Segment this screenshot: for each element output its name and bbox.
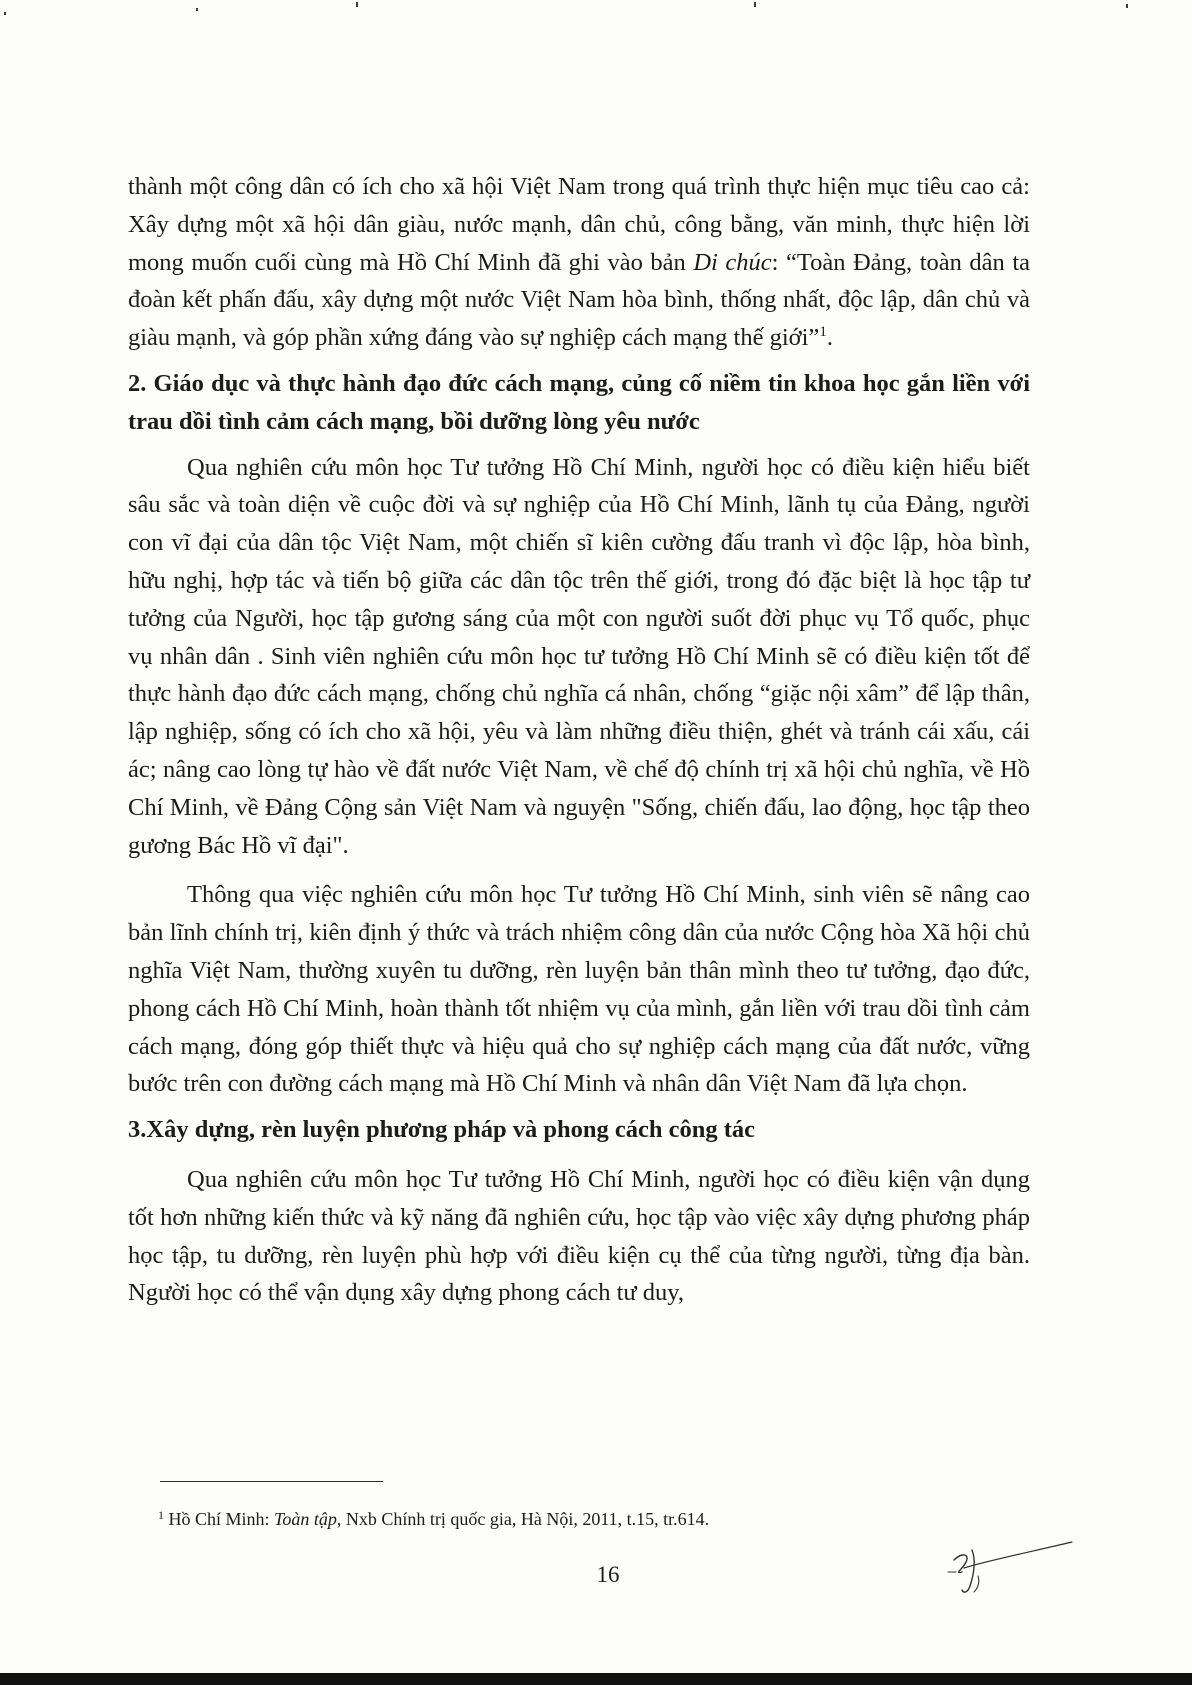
page-number: 16: [596, 1562, 620, 1587]
paragraph-section-3: Qua nghiên cứu môn học Tư tưởng Hồ Chí Minh, người học có điều kiện vận dụng tốt hơn những kiến thức và kỹ năng đã nghiên cứu, học tập vào việc xây dựng phương pháp học tập, tu dưỡng, rèn luyện phù hợp với điều kiện cụ thể của từng người, từng địa bàn. Người học có thể vận dụng xây dựng phong cách tư duy,: [128, 1165, 1030, 1307]
section-heading-3: 3.Xây dựng, rèn luyện phương pháp và phong cách công tác: [128, 1116, 756, 1144]
footnote-details: , Nxb Chính trị quốc gia, Hà Nội, 2011, t.15, tr.614.: [336, 1509, 710, 1529]
scan-speck: [4, 12, 6, 15]
handwritten-initial-signature: [940, 1530, 1080, 1600]
scan-speck: [196, 8, 198, 11]
page-body: [128, 168, 1030, 1312]
footnote: [158, 1508, 709, 1530]
scan-speck: [754, 2, 756, 7]
sentence-end: .: [826, 324, 833, 352]
paragraph-intro-continuation: [128, 168, 1030, 357]
footnote-title: Toàn tập: [274, 1509, 337, 1529]
paragraph-section-2-a: Qua nghiên cứu môn học Tư tưởng Hồ Chí Minh, người học có điều kiện hiểu biết sâu sắc và toàn diện về cuộc đời và sự nghiệp của Hồ Chí Minh, lãnh tụ của Đảng, người con vĩ đại của dân tộc Việt Nam, một chiến sĩ kiên cường đấu tranh vì độc lập, hòa bình, hữu nghị, hợp tác và tiến bộ giữa các dân tộc trên thế giới, trong đó đặc biệt là học tập tư tưởng của Người, học tập gương sáng của một con người suốt đời phục vụ Tổ quốc, phục vụ nhân dân . Sinh viên nghiên cứu môn học tư tưởng Hồ Chí Minh sẽ có điều kiện tốt để thực hành đạo đức cách mạng, chống chủ nghĩa cá nhân, chống “giặc nội xâm” để lập thân, lập nghiệp, sống có ích cho xã hội, yêu và làm những điều thiện, ghét và tránh cái xấu, cái ác; nâng cao lòng tự hào về đất nước Việt Nam, về chế độ chính trị xã hội chủ nghĩa, về Hồ Chí Minh, về Đảng Cộng sản Việt Nam và nguyện "Sống, chiến đấu, lao động, học tập theo gương Bác Hồ vĩ đại".: [128, 453, 1030, 859]
work-title: Di chúc: [693, 248, 772, 276]
paragraph-text: thành một công dân có ích cho xã hội Việt Nam trong quá trình thực hiện mục tiêu cao cả: Xây dựng một xã hội dân giàu, nước mạnh, dân chủ, công bằng, văn minh, thực hiện lời mong muốn cuối cùng mà Hồ Chí Minh đã ghi vào bản: [128, 173, 1030, 276]
footnote-separator: [160, 1481, 383, 1482]
quotation-text: : “Toàn Đảng, toàn dân ta đoàn kết phấn đấu, xây dựng một nước Việt Nam hòa bình, thống nhất, độc lập, dân chủ và giàu mạnh, và góp phần xứng đáng vào sự nghiệp cách mạng thế giới”: [128, 248, 1030, 352]
footnote-author: Hồ Chí Minh:: [168, 1509, 275, 1529]
scan-speck: [1126, 4, 1128, 8]
scan-bottom-edge: [0, 1673, 1192, 1685]
footnote-reference[interactable]: 1: [819, 324, 827, 341]
footnote-number: 1: [158, 1508, 164, 1522]
paragraph-section-2-b: Thông qua việc nghiên cứu môn học Tư tưởng Hồ Chí Minh, sinh viên sẽ nâng cao bản lĩnh chính trị, kiên định ý thức và trách nhiệm công dân của nước Cộng hòa Xã hội chủ nghĩa Việt Nam, thường xuyên tu dưỡng, rèn luyện bản thân mình theo tư tưởng, đạo đức, phong cách Hồ Chí Minh, hoàn thành tốt nhiệm vụ của mình, gắn liền với trau dồi tình cảm cách mạng, đóng góp thiết thực và hiệu quả cho sự nghiệp cách mạng của đất nước, vững bước trên con đường cách mạng mà Hồ Chí Minh và nhân dân Việt Nam đã lựa chọn.: [128, 881, 1030, 1098]
scan-speck: [356, 2, 358, 7]
section-heading-2: 2. Giáo dục và thực hành đạo đức cách mạng, củng cố niềm tin khoa học gắn liền với trau dồi tình cảm cách mạng, bồi dưỡng lòng yêu nước: [128, 369, 1030, 435]
